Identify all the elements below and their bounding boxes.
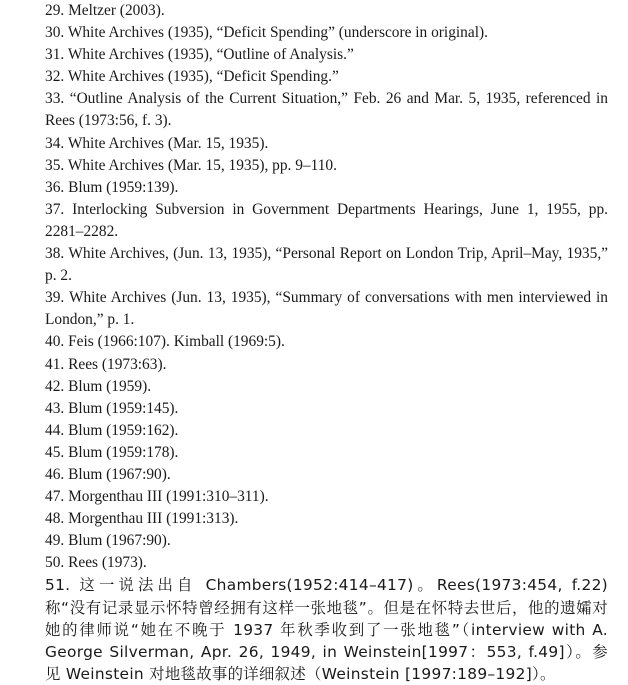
note-number: 46.	[45, 465, 65, 483]
note-number: 29.	[45, 2, 65, 19]
note-number: 47.	[45, 488, 65, 506]
note-number: 32.	[45, 68, 65, 86]
endnote-51	[23, 574, 608, 684]
note-text: Interlocking Subversion in Government Departments Hearings, June 1, 1955, pp. 2281–2282.	[45, 200, 608, 240]
note-number: 48.	[45, 510, 65, 528]
note-text: Morgenthau III (1991:313).	[68, 510, 239, 528]
note-number: 51.	[45, 576, 71, 595]
note-text: White Archives (Mar. 15, 1935).	[67, 134, 269, 152]
note-text: White Archives (1935), “Outline of Analysis.”	[67, 46, 354, 64]
endnote-29	[23, 0, 608, 22]
note-number: 36.	[45, 178, 65, 196]
note-number: 41.	[45, 355, 65, 373]
note-number: 35.	[45, 156, 65, 174]
note-text: White Archives (Jun. 13, 1935), “Summary of conversations with men interviewed in London,” p. 1.	[45, 289, 608, 329]
endnote-45	[23, 442, 608, 464]
note-text: Meltzer (2003).	[68, 2, 165, 19]
endnote-33	[23, 88, 608, 132]
endnote-44	[23, 420, 608, 442]
endnote-31	[23, 44, 608, 66]
note-number: 40.	[45, 333, 65, 351]
endnote-36	[23, 177, 608, 199]
note-text: Feis (1966:107). Kimball (1969:5).	[68, 333, 285, 351]
endnote-42	[23, 376, 608, 398]
note-number: 44.	[45, 421, 65, 439]
note-text: White Archives (1935), “Deficit Spending” (underscore in original).	[67, 24, 488, 42]
endnote-48	[23, 508, 608, 530]
note-text: Blum (1967:90).	[68, 532, 171, 550]
endnote-34	[23, 133, 608, 155]
endnotes-list	[23, 0, 608, 685]
note-text: Blum (1967:90).	[68, 465, 171, 483]
note-number: 31.	[45, 46, 65, 64]
endnote-35	[23, 155, 608, 177]
note-number: 43.	[45, 399, 65, 417]
note-number: 33.	[45, 90, 65, 108]
note-text: “Outline Analysis of the Current Situation,” Feb. 26 and Mar. 5, 1935, referenced in Rees (1973:56, f. 3).	[45, 90, 608, 130]
endnote-38	[23, 243, 608, 287]
note-text: Blum (1959).	[68, 377, 152, 395]
endnote-50	[23, 552, 608, 574]
note-number: 50.	[45, 554, 65, 572]
endnote-46	[23, 464, 608, 486]
note-number: 38.	[45, 245, 65, 263]
note-number: 30.	[45, 24, 65, 42]
note-text: Morgenthau III (1991:310–311).	[68, 488, 269, 506]
endnote-43	[23, 398, 608, 420]
note-number: 34.	[45, 134, 65, 152]
note-number: 39.	[45, 289, 65, 307]
endnote-37	[23, 199, 608, 243]
note-number: 42.	[45, 377, 65, 395]
note-text: White Archives (1935), “Deficit Spending.”	[67, 68, 339, 86]
note-text: White Archives (Mar. 15, 1935), pp. 9–110.	[67, 156, 337, 174]
note-number: 37.	[45, 200, 65, 218]
note-text: Blum (1959:139).	[68, 178, 179, 196]
note-text: Blum (1959:178).	[68, 443, 179, 461]
note-text: White Archives, (Jun. 13, 1935), “Personal Report on London Trip, April–May, 1935,” p. 2.	[45, 245, 608, 285]
endnote-41	[23, 354, 608, 376]
note-number: 49.	[45, 532, 65, 550]
note-text: Rees (1973:63).	[68, 355, 167, 373]
note-text: Blum (1959:162).	[68, 421, 179, 439]
note-number: 45.	[45, 443, 65, 461]
endnote-30	[23, 22, 608, 44]
endnote-47	[23, 486, 608, 508]
endnote-40	[23, 331, 608, 353]
note-text: Blum (1959:145).	[68, 399, 179, 417]
endnote-32	[23, 66, 608, 88]
note-text: Rees (1973).	[68, 554, 147, 572]
endnote-39	[23, 287, 608, 331]
endnote-49	[23, 530, 608, 552]
note-text: 这一说法出自 Chambers(1952:414–417)。Rees(1973:454, f.22) 称“没有记录显示怀特曾经拥有这样一张地毯”。但是在怀特去世后，他的遗孀对她的律师说“她在不晚于 1937 年秋季收到了一张地毯”（interview with A. George Silverman, Apr. 26, 1949, in Weinstein[1997：553, f.49]）。参见 Weinstein 对地毯故事的详细叙述（Weinstein [1997:189–192]）。	[45, 576, 608, 683]
